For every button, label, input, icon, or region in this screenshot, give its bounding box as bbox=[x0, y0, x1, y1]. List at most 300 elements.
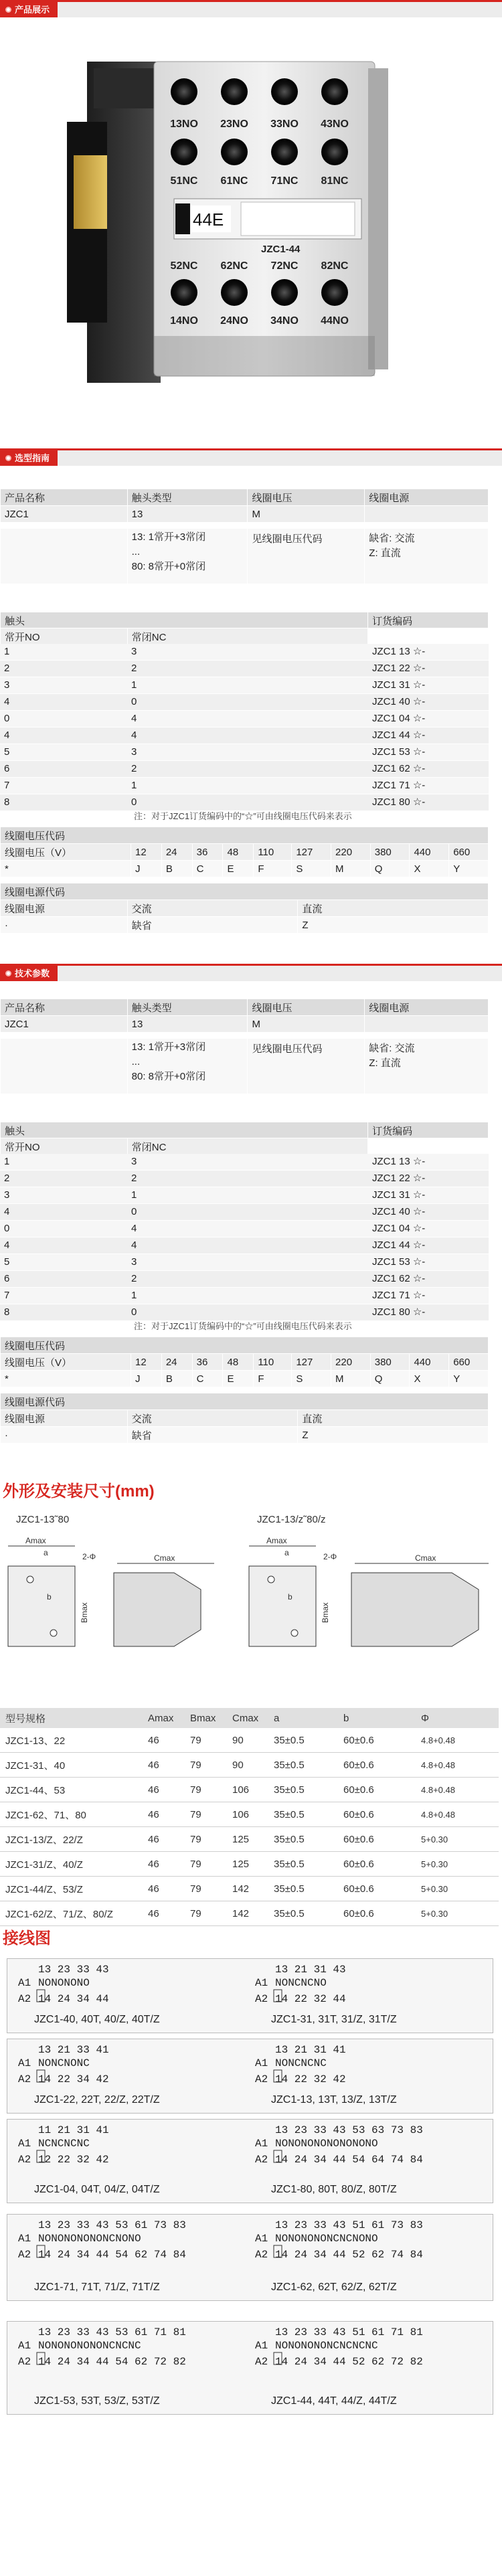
contacts-table bbox=[0, 1122, 489, 1139]
vcode-code: S bbox=[292, 1371, 331, 1387]
src-dc: 直流 bbox=[298, 1410, 489, 1427]
terminal-numbers: 14 24 34 44 54 64 74 84 bbox=[275, 2154, 423, 2166]
vcode-code: E bbox=[223, 861, 254, 877]
no-count: 4 bbox=[0, 1237, 127, 1254]
dims-cell: 35±0.5 bbox=[268, 1827, 338, 1852]
dims-cell: 60±0.6 bbox=[338, 1753, 416, 1778]
order-code: JZC1 22 ☆- bbox=[368, 1171, 489, 1187]
dims-cell: 60±0.6 bbox=[338, 1852, 416, 1877]
nc-count: 2 bbox=[127, 1271, 368, 1287]
no-count: 1 bbox=[0, 1154, 127, 1170]
coil-a1: A1 bbox=[18, 2138, 31, 2150]
dim-cmax: Cmax bbox=[415, 1553, 436, 1563]
col-header: 触头类型 bbox=[127, 999, 248, 1016]
selection-table bbox=[0, 489, 489, 584]
wiring-label: JZC1-13, 13T, 13/Z, 13T/Z bbox=[271, 2094, 397, 2106]
wiring-label: JZC1-22, 22T, 22/Z, 22T/Z bbox=[34, 2094, 160, 2106]
dims-cell: 79 bbox=[185, 1852, 227, 1877]
table-row bbox=[0, 1288, 489, 1304]
section-band-tech bbox=[0, 964, 502, 981]
wiring-label: JZC1-62, 62T, 62/Z, 62T/Z bbox=[271, 2282, 397, 2293]
voltage-desc: 见线圈电压代码 bbox=[248, 1039, 365, 1094]
vcode-code: Y bbox=[449, 861, 489, 877]
side-view-dc bbox=[351, 1573, 479, 1646]
dims-cell: 5+0.30 bbox=[416, 1852, 499, 1877]
side-view bbox=[114, 1573, 201, 1646]
terminal-numbers: 13 23 33 43 53 63 73 83 bbox=[275, 2124, 423, 2136]
dims-cell: 60±0.6 bbox=[338, 1827, 416, 1852]
order-code: JZC1 40 ☆- bbox=[368, 694, 489, 710]
coil-a2: A2 bbox=[18, 2154, 31, 2166]
dims-cell: 142 bbox=[227, 1901, 268, 1926]
order-code: JZC1 22 ☆- bbox=[368, 661, 489, 677]
contacts-list bbox=[0, 1138, 489, 1155]
wiring-label: JZC1-31, 31T, 31/Z, 31T/Z bbox=[271, 2014, 397, 2025]
nc-count: 4 bbox=[127, 711, 368, 727]
section-band-selection bbox=[0, 448, 502, 466]
src-z: Z bbox=[298, 1427, 489, 1444]
dims-cell: 60±0.6 bbox=[338, 1778, 416, 1802]
vcode-star: * bbox=[1, 1371, 131, 1387]
dims-cell: JZC1-13、22 bbox=[0, 1728, 143, 1753]
src-title: 线圈电源代码 bbox=[1, 883, 489, 900]
coil-icon bbox=[271, 2241, 284, 2261]
terminal-numbers: 14 24 34 44 bbox=[38, 1993, 109, 2005]
dim-amax: Amax bbox=[266, 1536, 287, 1545]
table-row bbox=[0, 1753, 499, 1778]
nc-count: 0 bbox=[127, 1204, 368, 1220]
order-code: JZC1 62 ☆- bbox=[368, 1271, 489, 1287]
coil-a1: A1 bbox=[18, 2057, 31, 2069]
col-header: 触头类型 bbox=[127, 489, 248, 506]
model-badge: 44E bbox=[193, 209, 224, 230]
dims-cell: JZC1-62、71、80 bbox=[0, 1802, 143, 1827]
vcode-code: E bbox=[223, 1371, 254, 1387]
brass-terminal bbox=[74, 155, 107, 229]
section-tag bbox=[0, 2, 58, 17]
dims-cell: 60±0.6 bbox=[338, 1802, 416, 1827]
col-header: 线圈电源 bbox=[365, 999, 489, 1016]
coil-a1: A1 bbox=[255, 2340, 268, 2352]
order-code: JZC1 13 ☆- bbox=[368, 644, 489, 660]
dims-col-header: Cmax bbox=[227, 1708, 268, 1728]
coil-icon bbox=[271, 1986, 284, 2006]
col-header: 线圈电压 bbox=[248, 999, 365, 1016]
dims-cell: JZC1-44、53 bbox=[0, 1778, 143, 1802]
table-row bbox=[0, 1827, 499, 1852]
dim-hole: 2-Φ bbox=[82, 1552, 96, 1561]
dims-col-header: 型号规格 bbox=[0, 1708, 143, 1728]
dims-table bbox=[0, 1708, 499, 1926]
no-count: 7 bbox=[0, 1288, 127, 1304]
terminal-label: 81NC bbox=[321, 175, 349, 187]
vcode-label: 线圈电压（V） bbox=[1, 844, 131, 861]
vcode-star: * bbox=[1, 861, 131, 877]
dims-cell: 79 bbox=[185, 1877, 227, 1901]
coil-voltage: M bbox=[248, 506, 365, 523]
contact-types: NONONONONONONONO bbox=[275, 2138, 378, 2150]
terminal-numbers: 13 23 33 43 51 61 71 81 bbox=[275, 2326, 423, 2338]
src-dot: · bbox=[1, 917, 128, 934]
nc-count: 0 bbox=[127, 794, 368, 810]
no-count: 8 bbox=[0, 1304, 127, 1320]
vcode-value: 12 bbox=[131, 844, 162, 861]
vcode-code: F bbox=[254, 861, 292, 877]
coil-a2: A2 bbox=[255, 2073, 268, 2085]
source-code-table bbox=[0, 1393, 489, 1444]
dims-drawing bbox=[7, 1533, 495, 1666]
contact-types: NONONONONONCNCNC bbox=[38, 2340, 141, 2352]
table-row bbox=[0, 677, 489, 694]
coil-source bbox=[365, 506, 489, 523]
vcode-label: 线圈电压（V） bbox=[1, 1354, 131, 1371]
dims-cell: 4.8+0.48 bbox=[416, 1753, 499, 1778]
dims-cell: 35±0.5 bbox=[268, 1852, 338, 1877]
terminal-numbers: 13 23 33 43 51 61 73 83 bbox=[275, 2219, 423, 2231]
section-title: 产品展示 bbox=[15, 5, 50, 15]
dims-cell: 79 bbox=[185, 1753, 227, 1778]
no-count: 8 bbox=[0, 794, 127, 810]
source-desc: Z: 直流 bbox=[369, 547, 401, 559]
contact-types: NONCNONC bbox=[38, 2057, 90, 2069]
dims-cell: 4.8+0.48 bbox=[416, 1802, 499, 1827]
dims-col-header: b bbox=[338, 1708, 416, 1728]
terminal-label: 43NO bbox=[321, 118, 349, 130]
coil-a1: A1 bbox=[255, 2057, 268, 2069]
order-code: JZC1 44 ☆- bbox=[368, 727, 489, 744]
dim-b: b bbox=[47, 1592, 52, 1602]
no-count: 6 bbox=[0, 1271, 127, 1287]
wiring-label: JZC1-44, 44T, 44/Z, 44T/Z bbox=[271, 2395, 397, 2407]
nc-count: 1 bbox=[127, 677, 368, 693]
vcode-value: 12 bbox=[131, 1354, 162, 1371]
coil-a1: A1 bbox=[18, 2233, 31, 2245]
nc-count: 1 bbox=[127, 1288, 368, 1304]
dim-hole: 2-Φ bbox=[323, 1552, 337, 1561]
nc-count: 2 bbox=[127, 761, 368, 777]
dims-cell: JZC1-62/Z、71/Z、80/Z bbox=[0, 1901, 143, 1926]
nc-title: 常闭NC bbox=[127, 628, 367, 645]
order-code: JZC1 40 ☆- bbox=[368, 1204, 489, 1220]
dims-cell: 35±0.5 bbox=[268, 1728, 338, 1753]
dims-cell: 106 bbox=[227, 1778, 268, 1802]
nc-count: 4 bbox=[127, 727, 368, 744]
product-image bbox=[67, 21, 442, 396]
contact-types: NONCNCNC bbox=[275, 2057, 327, 2069]
no-count: 3 bbox=[0, 677, 127, 693]
vcode-code: F bbox=[254, 1371, 292, 1387]
order-code: JZC1 80 ☆- bbox=[368, 794, 489, 810]
vcode-code: B bbox=[161, 861, 192, 877]
order-code: JZC1 53 ☆- bbox=[368, 1254, 489, 1270]
dims-cell: 125 bbox=[227, 1852, 268, 1877]
dim-bmax: Bmax bbox=[80, 1602, 89, 1623]
terminal-label: 33NO bbox=[270, 118, 299, 130]
nc-count: 3 bbox=[127, 644, 368, 660]
dims-table-wrap bbox=[0, 1708, 502, 1920]
table-row bbox=[0, 1204, 489, 1221]
no-title: 常开NO bbox=[1, 628, 128, 645]
dims-cell: 90 bbox=[227, 1728, 268, 1753]
wiring-title: 接线图 bbox=[3, 1929, 51, 1948]
wiring-label: JZC1-80, 80T, 80/Z, 80T/Z bbox=[271, 2184, 397, 2195]
dims-col-header: Φ bbox=[416, 1708, 499, 1728]
nc-count: 3 bbox=[127, 744, 368, 760]
dims-cell: 46 bbox=[143, 1802, 185, 1827]
contact-type: 13 bbox=[127, 506, 248, 523]
dims-cell: 142 bbox=[227, 1877, 268, 1901]
dims-col-header: a bbox=[268, 1708, 338, 1728]
table-row bbox=[0, 1254, 489, 1271]
order-code: JZC1 31 ☆- bbox=[368, 677, 489, 693]
no-count: 2 bbox=[0, 1171, 127, 1187]
bullet-icon bbox=[5, 455, 11, 461]
table-row bbox=[0, 1852, 499, 1877]
col-header: 产品名称 bbox=[1, 489, 128, 506]
nc-count: 0 bbox=[127, 694, 368, 710]
wiring-box bbox=[7, 2039, 493, 2114]
contact-types: NONONONONCNCNONO bbox=[275, 2233, 378, 2245]
wiring-box bbox=[7, 2214, 493, 2301]
dims-caption-1: JZC1-13˜80 bbox=[16, 1514, 70, 1525]
order-note: 注：对于JZC1订货编码中的“☆”可由线圈电压代码来表示 bbox=[134, 811, 352, 821]
vcode-value: 660 bbox=[449, 1354, 489, 1371]
vcode-value: 440 bbox=[410, 844, 449, 861]
dims-cell: JZC1-44/Z、53/Z bbox=[0, 1877, 143, 1901]
contacts-rows bbox=[0, 1154, 489, 1321]
dims-cell: 79 bbox=[185, 1778, 227, 1802]
wiring-label: JZC1-40, 40T, 40/Z, 40T/Z bbox=[34, 2014, 160, 2025]
dim-cmax: Cmax bbox=[154, 1553, 175, 1563]
nc-count: 4 bbox=[127, 1237, 368, 1254]
terminal-label: 44NO bbox=[321, 315, 349, 327]
coil-a2: A2 bbox=[255, 2356, 268, 2368]
wiring-label: JZC1-71, 71T, 71/Z, 71T/Z bbox=[34, 2282, 160, 2293]
dim-b: b bbox=[288, 1592, 292, 1602]
order-note: 注：对于JZC1订货编码中的“☆”可由线圈电压代码来表示 bbox=[134, 1321, 352, 1331]
dims-cell: 46 bbox=[143, 1827, 185, 1852]
vcode-value: 110 bbox=[254, 844, 292, 861]
contact-types: NCNCNCNC bbox=[38, 2138, 90, 2150]
type-desc: 80: 8常开+0常闭 bbox=[131, 561, 206, 572]
terminal-label: 82NC bbox=[321, 260, 349, 272]
wiring-label: JZC1-53, 53T, 53/Z, 53T/Z bbox=[34, 2395, 160, 2407]
dims-caption-2: JZC1-13/z˜80/z bbox=[257, 1514, 326, 1525]
table-row bbox=[0, 1728, 499, 1753]
product-name: JZC1 bbox=[1, 506, 128, 523]
no-count: 4 bbox=[0, 1204, 127, 1220]
table-row bbox=[0, 744, 489, 761]
vcode-value: 660 bbox=[449, 844, 489, 861]
no-count: 0 bbox=[0, 1221, 127, 1237]
vcode-code: X bbox=[410, 1371, 449, 1387]
dims-cell: 90 bbox=[227, 1753, 268, 1778]
terminal-numbers: 14 22 32 42 bbox=[275, 2073, 346, 2085]
dims-cell: 79 bbox=[185, 1728, 227, 1753]
no-count: 5 bbox=[0, 1254, 127, 1270]
dims-col-header: Bmax bbox=[185, 1708, 227, 1728]
table-row bbox=[0, 1187, 489, 1204]
coil-a2: A2 bbox=[18, 2356, 31, 2368]
col-header: 线圈电压 bbox=[248, 489, 365, 506]
terminal-label: 14NO bbox=[170, 315, 198, 327]
coil-a2: A2 bbox=[255, 2249, 268, 2261]
dims-cell: 60±0.6 bbox=[338, 1901, 416, 1926]
col-header: 产品名称 bbox=[1, 999, 128, 1016]
source-desc: 缺省: 交流 bbox=[369, 1043, 415, 1054]
nc-title: 常闭NC bbox=[127, 1138, 367, 1155]
vcode-value: 440 bbox=[410, 1354, 449, 1371]
nc-count: 0 bbox=[127, 1304, 368, 1320]
terminal-label: 72NC bbox=[270, 260, 299, 272]
vcode-code: C bbox=[192, 861, 223, 877]
coil-a1: A1 bbox=[255, 2138, 268, 2150]
coil-icon bbox=[271, 2066, 284, 2086]
voltage-code-table bbox=[0, 827, 489, 877]
dim-amax: Amax bbox=[25, 1536, 46, 1545]
section-band-product bbox=[0, 0, 502, 17]
coil-voltage: M bbox=[248, 1016, 365, 1033]
table-row bbox=[0, 1271, 489, 1288]
bullet-icon bbox=[5, 7, 11, 13]
dims-cell: 79 bbox=[185, 1901, 227, 1926]
section-title: 技术参数 bbox=[15, 968, 50, 978]
contact-types: NONCNCNO bbox=[275, 1977, 327, 1989]
vcode-code: M bbox=[331, 861, 371, 877]
model-label: JZC1-44 bbox=[261, 244, 301, 255]
dims-cell: 5+0.30 bbox=[416, 1901, 499, 1926]
coil-a1: A1 bbox=[18, 1977, 31, 1989]
table-row bbox=[0, 661, 489, 677]
contact-types: NONONONONONCNONO bbox=[38, 2233, 141, 2245]
table-row bbox=[0, 644, 489, 661]
src-default: 缺省 bbox=[127, 917, 298, 934]
vcode-value: 380 bbox=[370, 844, 410, 861]
vcode-value: 220 bbox=[331, 844, 371, 861]
dims-cell: 35±0.5 bbox=[268, 1877, 338, 1901]
coil-a2: A2 bbox=[255, 2154, 268, 2166]
vcode-code: Y bbox=[449, 1371, 489, 1387]
terminal-label: 52NC bbox=[170, 260, 198, 272]
coil-a1: A1 bbox=[255, 1977, 268, 1989]
type-desc: 13: 1常开+3常闭 bbox=[131, 1041, 206, 1053]
table-row bbox=[0, 778, 489, 794]
terminal-label: 71NC bbox=[270, 175, 299, 187]
terminal-numbers: 13 21 33 41 bbox=[38, 2044, 109, 2056]
table-row bbox=[0, 1171, 489, 1187]
product-name: JZC1 bbox=[1, 1016, 128, 1033]
dims-cell: 46 bbox=[143, 1901, 185, 1926]
vcode-code: Q bbox=[370, 861, 410, 877]
vcode-value: 24 bbox=[161, 844, 192, 861]
dims-cell: 79 bbox=[185, 1802, 227, 1827]
vcode-code: M bbox=[331, 1371, 371, 1387]
coil-a2: A2 bbox=[18, 2249, 31, 2261]
src-label: 线圈电源 bbox=[1, 900, 128, 917]
coil-icon bbox=[34, 2066, 48, 2086]
dims-cell: 46 bbox=[143, 1778, 185, 1802]
contact-types: NONONONO bbox=[38, 1977, 90, 1989]
vcode-value: 36 bbox=[192, 844, 223, 861]
nc-count: 4 bbox=[127, 1221, 368, 1237]
bullet-icon bbox=[5, 970, 11, 976]
dims-cell: 60±0.6 bbox=[338, 1728, 416, 1753]
order-code: JZC1 13 ☆- bbox=[368, 1154, 489, 1170]
vcode-code: C bbox=[192, 1371, 223, 1387]
front-view-dc bbox=[249, 1566, 316, 1646]
terminal-label: 24NO bbox=[220, 315, 248, 327]
coil-icon bbox=[34, 2348, 48, 2369]
vcode-value: 110 bbox=[254, 1354, 292, 1371]
table-row bbox=[0, 694, 489, 711]
vcode-title: 线圈电压代码 bbox=[1, 827, 489, 844]
dims-cell: JZC1-31/Z、40/Z bbox=[0, 1852, 143, 1877]
src-dot: · bbox=[1, 1427, 128, 1444]
selection-table bbox=[0, 999, 489, 1094]
dim-a: a bbox=[44, 1548, 48, 1557]
no-count: 4 bbox=[0, 727, 127, 744]
wiring-label: JZC1-04, 04T, 04/Z, 04T/Z bbox=[34, 2184, 160, 2195]
wiring-box bbox=[7, 2321, 493, 2415]
table-row bbox=[0, 711, 489, 727]
nc-count: 3 bbox=[127, 1154, 368, 1170]
no-count: 4 bbox=[0, 694, 127, 710]
wiring-box bbox=[7, 2119, 493, 2203]
contact-type: 13 bbox=[127, 1016, 248, 1033]
terminal-numbers: 13 21 31 43 bbox=[275, 1964, 346, 1976]
src-z: Z bbox=[298, 917, 489, 934]
dims-cell: JZC1-13/Z、22/Z bbox=[0, 1827, 143, 1852]
table-row bbox=[0, 1154, 489, 1171]
table-row bbox=[0, 1901, 499, 1926]
order-code: JZC1 71 ☆- bbox=[368, 778, 489, 794]
source-code-table bbox=[0, 883, 489, 934]
dims-cell: 5+0.30 bbox=[416, 1827, 499, 1852]
vcode-value: 220 bbox=[331, 1354, 371, 1371]
dims-cell: 106 bbox=[227, 1802, 268, 1827]
no-count: 5 bbox=[0, 744, 127, 760]
order-code: JZC1 44 ☆- bbox=[368, 1237, 489, 1254]
order-code: JZC1 31 ☆- bbox=[368, 1187, 489, 1203]
vcode-code: J bbox=[131, 1371, 162, 1387]
terminal-numbers: 14 24 34 44 54 62 72 82 bbox=[38, 2356, 186, 2368]
table-row bbox=[0, 1221, 489, 1237]
src-ac: 交流 bbox=[127, 1410, 298, 1427]
type-desc: 80: 8常开+0常闭 bbox=[131, 1071, 206, 1082]
terminal-label: 51NC bbox=[170, 175, 198, 187]
table-row bbox=[0, 727, 489, 744]
terminal-label: 13NO bbox=[170, 118, 198, 130]
vcode-value: 127 bbox=[292, 1354, 331, 1371]
dims-cell: 60±0.6 bbox=[338, 1877, 416, 1901]
coil-icon bbox=[34, 2241, 48, 2261]
type-desc: 13: 1常开+3常闭 bbox=[131, 531, 206, 543]
terminal-numbers: 13 23 33 43 bbox=[38, 1964, 109, 1976]
contact-types: NONONONONCNCNCNC bbox=[275, 2340, 378, 2352]
vcode-title: 线圈电压代码 bbox=[1, 1337, 489, 1354]
src-default: 缺省 bbox=[127, 1427, 298, 1444]
table-row bbox=[0, 1778, 499, 1802]
dims-cell: 35±0.5 bbox=[268, 1901, 338, 1926]
dims-title: 外形及安装尺寸(mm) bbox=[3, 1482, 155, 1500]
dims-cell: 125 bbox=[227, 1827, 268, 1852]
type-desc: ... bbox=[131, 1056, 141, 1067]
order-code: JZC1 71 ☆- bbox=[368, 1288, 489, 1304]
dims-cell: 5+0.30 bbox=[416, 1877, 499, 1901]
order-code: JZC1 53 ☆- bbox=[368, 744, 489, 760]
front-view bbox=[8, 1566, 75, 1646]
dims-cell: 46 bbox=[143, 1753, 185, 1778]
